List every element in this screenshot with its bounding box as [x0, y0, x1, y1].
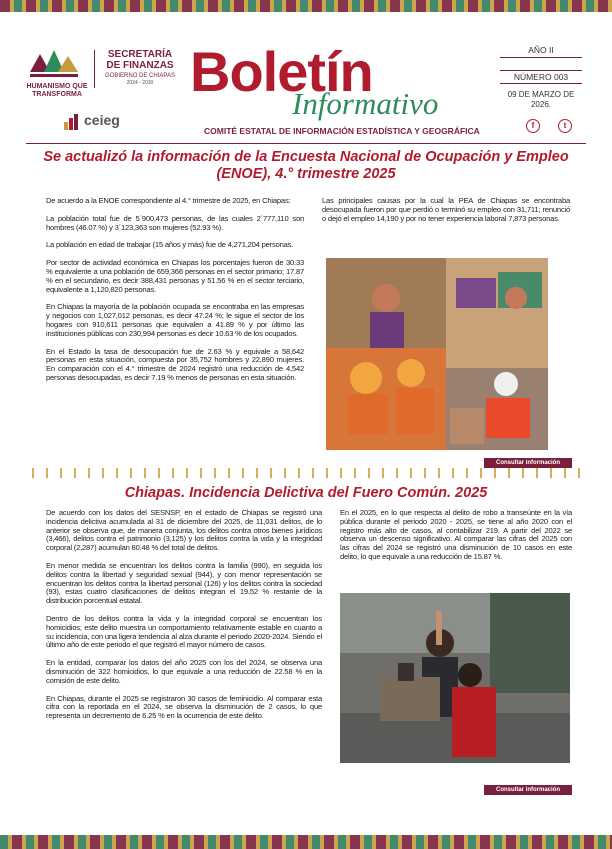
chiapas-logo-icon	[26, 44, 80, 80]
article1-paragraph: La población en edad de trabajar (15 años y más) fue de 4,271,204 personas.	[46, 240, 294, 250]
ceieg-logo-text: ceieg	[84, 112, 120, 128]
facebook-icon[interactable]: f	[526, 119, 540, 133]
issue-number: NÚMERO 003	[500, 70, 582, 84]
article2-paragraph: Dentro de los delitos contra la vida y la integridad corporal se encuentran los homicidios; este delito muestra un comportamiento relativamente estable en cuanto a su incidencia, con una ligera tendencia al alza durante el periodo 2020-2024. Siendo el último año de este periodo el que registró el mayor número de casos.	[46, 613, 322, 650]
article1-title: Se actualizó la información de la Encuesta Nacional de Ocupación y Empleo (ENOE), 4.° trimestre 2025	[43, 149, 569, 182]
article2-right-column	[340, 509, 572, 571]
article1-consultar-button[interactable]: Consultar información	[484, 458, 572, 468]
comite-name: COMITÉ ESTATAL DE INFORMACIÓN ESTADÍSTICA Y GEOGRÁFICA	[204, 126, 480, 136]
humanismo-slogan: HUMANISMO QUE TRANSFORMA	[26, 83, 88, 98]
gobierno-chiapas: GOBIERNO DE CHIAPAS	[105, 73, 175, 79]
article2-title: Chiapas. Incidencia Delictiva del Fuero Común. 2025	[124, 485, 488, 501]
article1-paragraph: De acuerdo a la ENOE correspondiente al 4.° trimestre de 2025, en Chiapas:	[46, 196, 291, 205]
twitter-icon[interactable]: t	[558, 119, 572, 133]
header-divider	[94, 50, 95, 88]
article1-paragraph: En el Estado la tasa de desocupación fue de 2.63 % y equivale a 58,642 personas en esta situación, compuesta por 35,752 hombres y 22,890 mujeres. En comparación con el 4.° trimestre de 2024 registró una reducción de 4,542 personas desocupadas, es decir 7.19 % menos de personas en esta situación.	[46, 346, 304, 382]
section-divider	[26, 468, 586, 478]
article1-paragraph: La población total fue de 5´900,473 personas, de las cuales 2´777,110 son hombres (46.07 %) y 3´123,363 son mujeres (52.93 %).	[46, 213, 304, 232]
boletin-subtitle: Informativo	[292, 86, 439, 121]
article2-paragraph: En Chiapas, durante el 2025 se registraron 30 casos de feminicidio. Al comparar esta cifra con la reportada en el 2024, se observa la disminución de 2 casos, lo que representa un decremento de 6.25 % en la ocurrencia de este delito.	[46, 693, 322, 721]
secretaria-finanzas: SECRETARÍA DE FINANZAS	[106, 49, 174, 71]
article2-paragraph: En la entidad, comparar los datos del año 2025 con los del 2024, se observa una disminución de 322 homicidios, lo que equivale a una reducción de 22.58 % en la comisión de este delito.	[46, 658, 322, 685]
article1-paragraph: En Chiapas la mayoría de la población ocupada se encontraba en las empresas y negocios con 1,027,012 personas, es decir 47.24 %; le sigue el sector de los hogares con 910,611 personas que equivalen a 41.89 % y por último las instituciones públicas con 230,994 personas es decir 10.63 % de los ocupados.	[46, 302, 304, 338]
article2-consultar-button[interactable]: Consultar información	[484, 785, 572, 795]
workers-photo	[326, 258, 548, 450]
issue-year: AÑO II	[500, 44, 582, 58]
gobierno-periodo: 2024 - 2030	[126, 80, 154, 86]
article2-paragraph: En el 2025, en lo que respecta al delito de robo a transeúnte en la vía pública durante el periodo 2020 - 2025, se tiene al año 2020 con el registro más alto de casos, al contabilizar 219. A partir del 2022 se observa un descenso significativo. Al comparar las cifras del 2025 con las cifras del 2024 se registró una disminución de 10 casos en este delito, lo que equivale a una reducción de 15.87 %.	[340, 508, 572, 561]
header-rule	[26, 143, 586, 144]
decorative-top-band	[0, 0, 612, 12]
article2-paragraph: De acuerdo con los datos del SESNSP, en el estado de Chiapas se registró una incidencia delictiva acumulada al 31 de diciembre del 2025, de 11,031 delitos, de lo anterior se observa que, de manera conjunta, los delitos contra otros bienes jurídicos (3,466), delitos contra el patrimonio (3,125) y los delitos contra la vida y la integridad corporal (2,287) acumulan 80.48 % del total de delitos.	[46, 508, 322, 553]
article2-left-column	[46, 509, 322, 730]
article2-paragraph: En menor medida se encuentran los delitos contra la familia (990), en seguida los delitos contra la libertad y seguridad sexual (944), y con menor representación se encuentran los delitos contra la libertad personal (126) y los delitos contra la sociedad (93), estas cuatro clasificaciones de delitos integran el 19.52 % restante de la distribución porcentual estatal.	[46, 560, 322, 606]
article1-left-column	[46, 197, 304, 392]
ceieg-logo-icon	[64, 114, 82, 130]
issue-date: 09 DE MARZO DE 2026.	[507, 90, 575, 109]
article1-right-column	[322, 197, 570, 232]
boletin-title: Boletín	[190, 40, 373, 103]
street-robbery-photo	[340, 593, 570, 763]
article1-paragraph: Las principales causas por la cual la PEA de Chiapas se encontraba desocupada fueron por que perdió o terminó su empleo con 31,711; renunció o dejó el empleo 14,190 y por no tener experiencia laboral 7,873 personas.	[322, 196, 570, 223]
article1-paragraph: Por sector de actividad económica en Chiapas los porcentajes fueron de 30.33 % equivalente a una población de 659,366 personas en el sector primario; 17.87 % en el secundario, es decir 388,431 personas y 51.56 % en el sector terciario, equivalente a 1,120,820 personas.	[46, 258, 304, 294]
decorative-bottom-band	[0, 835, 612, 849]
